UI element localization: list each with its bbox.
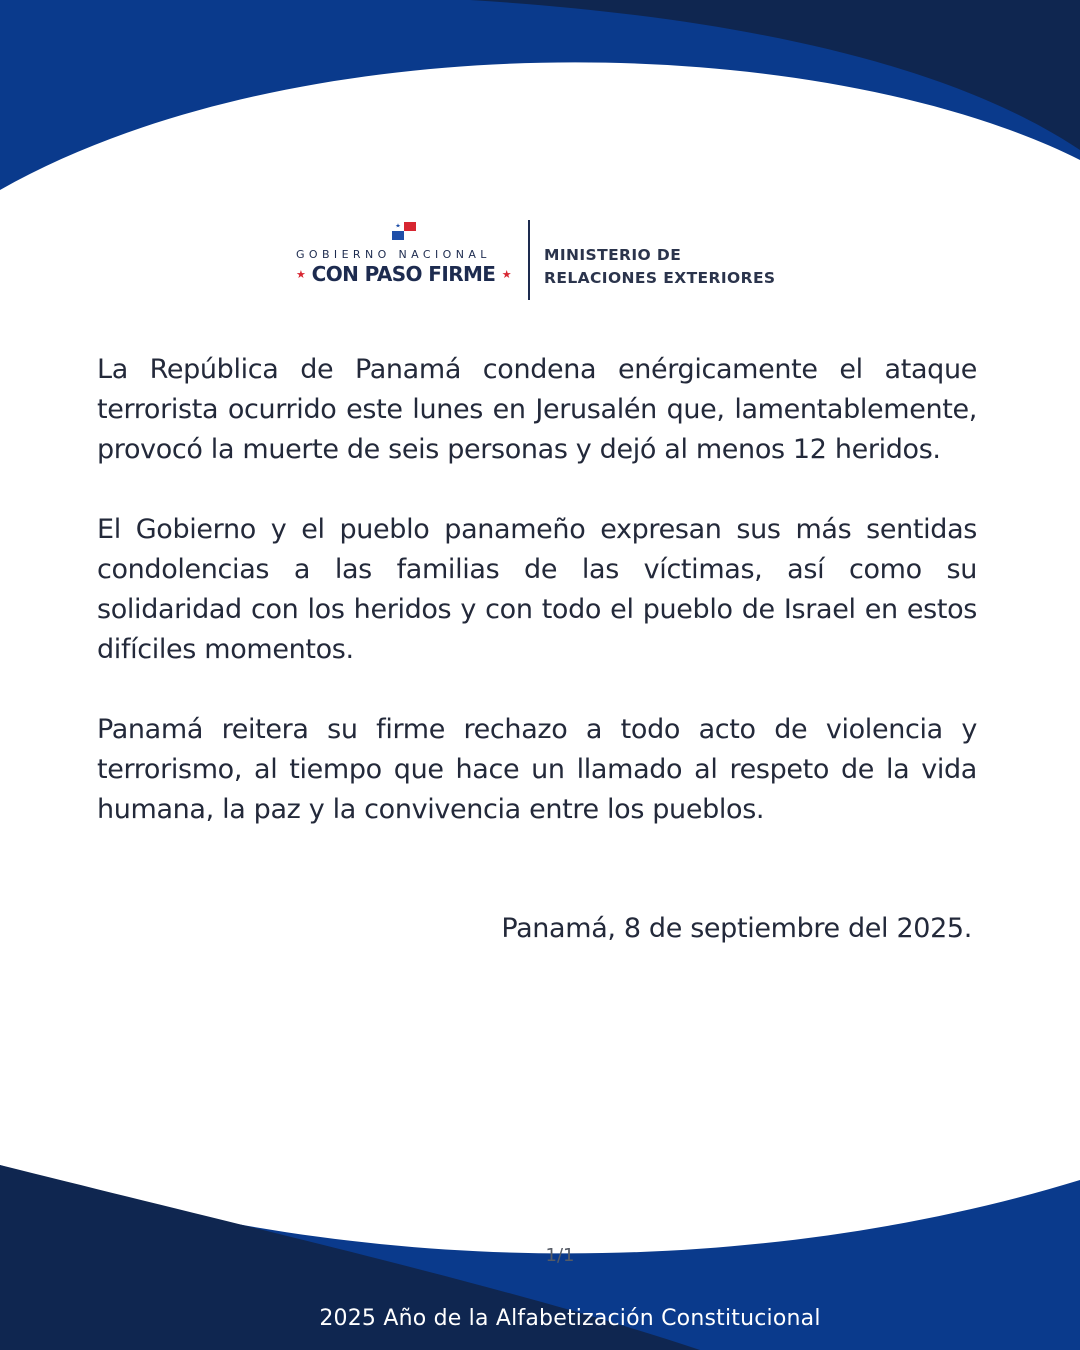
header-logo <box>0 218 1080 304</box>
footer-motto: 2025 Año de la Alfabetización Constitucional <box>319 1306 821 1331</box>
star-icon: ★ <box>501 268 512 281</box>
government-motto-text: CON PASO FIRME <box>311 262 496 286</box>
ministry-line-1: MINISTERIO DE <box>544 246 682 264</box>
panama-flag-icon <box>392 222 416 240</box>
government-label: GOBIERNO NACIONAL <box>296 248 491 261</box>
ministry-name <box>544 244 776 290</box>
logo-divider <box>528 220 530 300</box>
statement-body <box>97 350 977 870</box>
statement-paragraph-1: La República de Panamá condena enérgicamente el ataque terrorista ocurrido este lunes en Jerusalén que, lamentablemente, provocó la muerte de seis personas y dejó al menos 12 heridos. <box>97 354 977 465</box>
ministry-line-2: RELACIONES EXTERIORES <box>544 269 776 287</box>
government-motto <box>296 262 516 286</box>
page-number: 1/1 <box>545 1245 575 1266</box>
statement-date: Panamá, 8 de septiembre del 2025. <box>501 913 972 944</box>
statement-paragraph-3: Panamá reitera su firme rechazo a todo acto de violencia y terrorismo, al tiempo que hace un llamado al respeto de la vida humana, la paz y la convivencia entre los pueblos. <box>97 714 977 825</box>
star-icon: ★ <box>296 268 306 281</box>
statement-paragraph-2: El Gobierno y el pueblo panameño expresan sus más sentidas condolencias a las familias de las víctimas, así como su solidaridad con los heridos y con todo el pueblo de Israel en estos difíciles momentos. <box>97 514 977 665</box>
